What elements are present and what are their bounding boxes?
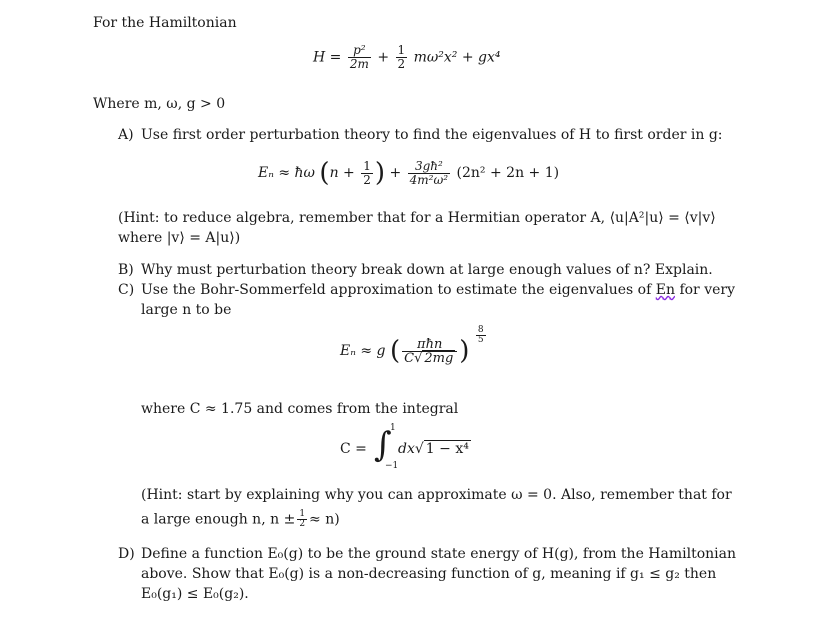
hint-half-num: 1: [299, 509, 306, 519]
half-den: 2: [363, 172, 371, 187]
eq-a-half: [361, 160, 373, 187]
eq-a-tail: (2n² + 2n + 1): [456, 165, 560, 181]
frac1-den: 2m: [349, 57, 369, 71]
hamiltonian-equation: [313, 44, 501, 71]
part-c-text1a: Use the Bohr-Sommerfeld approximation to estimate the eigenvalues of: [141, 282, 656, 298]
hamiltonian-frac1: [348, 44, 371, 71]
part-c-hint2a: a large enough n, n ±: [141, 511, 296, 528]
eq-c-lhs: Eₙ ≈ g: [340, 343, 386, 359]
part-d-line2: above. Show that E₀(g) is a non-decreasing function of g, meaning if g₁ ≤ g₂ then: [141, 566, 717, 582]
eq-c-exp-num: 8: [477, 325, 484, 335]
eq-c-paren-close: ): [459, 336, 470, 366]
intro-text: For the Hamiltonian: [93, 15, 237, 31]
hamiltonian-lhs: H =: [313, 49, 342, 66]
integral-dx: dx: [398, 441, 415, 457]
part-a-equation: [258, 158, 559, 188]
eq-a-frac-den: 4m²ω²: [409, 172, 449, 187]
part-c-text1b: En: [655, 282, 675, 298]
part-c-label: C): [118, 282, 135, 298]
paren-open: (: [319, 158, 330, 188]
eq-c-exponent: [476, 326, 486, 345]
half-num: 1: [363, 158, 371, 173]
part-c-equation: [340, 325, 488, 366]
integral-root: 1 − x⁴: [425, 441, 469, 457]
frac1-num: p²: [353, 43, 366, 57]
part-a-label: A): [118, 127, 134, 143]
part-c-text-line2: large n to be: [141, 302, 232, 318]
hint-half-den: 2: [299, 519, 306, 529]
eq-c-frac: [402, 338, 457, 365]
eq-c-num: πħn: [417, 336, 443, 352]
eq-a-plus: +: [389, 165, 402, 181]
part-c-hint-half: [297, 510, 307, 529]
hamiltonian-plus: +: [377, 49, 390, 66]
eq-a-frac: [408, 160, 450, 187]
part-a-hint-line1: (Hint: to reduce algebra, remember that for a Hermitian operator A, ⟨u|A²|u⟩ = ⟨v|v⟩: [118, 210, 716, 226]
hamiltonian-term2: mω²x² + gx⁴: [413, 49, 501, 66]
part-c-text1c: for very: [675, 282, 735, 298]
part-b-text: Why must perturbation theory break down at large enough values of n? Explain.: [141, 262, 713, 278]
eq-c-paren-open: (: [389, 336, 401, 366]
eq-a-inner: n +: [329, 165, 355, 181]
part-c-hint-line2: [141, 510, 340, 529]
integral-body: dx√ 1 − x⁴: [398, 441, 469, 457]
eq-a-frac-num: 3għ²: [414, 158, 443, 173]
part-c-hint-line1: (Hint: start by explaining why you can approximate ω = 0. Also, remember that for: [141, 487, 732, 503]
integral-lower: −1: [385, 461, 399, 471]
part-c-hint2b: ≈ n): [309, 511, 340, 528]
paren-close: ): [374, 158, 386, 188]
eq-a-lhs: Eₙ ≈ ħω: [258, 165, 315, 181]
part-c-text-line1: [141, 281, 735, 299]
part-a-hint-line2: where |v⟩ = A|u⟩): [118, 230, 241, 246]
integral-lhs: C =: [340, 441, 367, 457]
hamiltonian-frac2: [396, 44, 408, 71]
frac2-num: 1: [397, 43, 406, 57]
part-a-text: Use first order perturbation theory to find the eigenvalues of H to first order in g:: [141, 127, 723, 143]
integral-sign-icon: ∫: [374, 425, 392, 465]
part-d-line3: E₀(g₁) ≤ E₀(g₂).: [141, 586, 249, 602]
eq-c-exp-den: 5: [477, 335, 484, 345]
eq-c-den-c: C: [404, 350, 415, 366]
integral-upper: 1: [390, 423, 396, 433]
part-b-label: B): [118, 262, 134, 278]
frac2-den: 2: [397, 57, 406, 71]
eq-c-den: C√ 2mg: [402, 351, 457, 365]
part-d-line1: Define a function E₀(g) to be the ground state energy of H(g), from the Hamiltonian: [141, 546, 737, 562]
part-d-label: D): [118, 546, 135, 562]
where-text: Where m, ω, g > 0: [93, 96, 226, 112]
eq-c-den-root: 2mg: [424, 350, 454, 366]
part-c-where: where C ≈ 1.75 and comes from the integral: [141, 401, 459, 417]
